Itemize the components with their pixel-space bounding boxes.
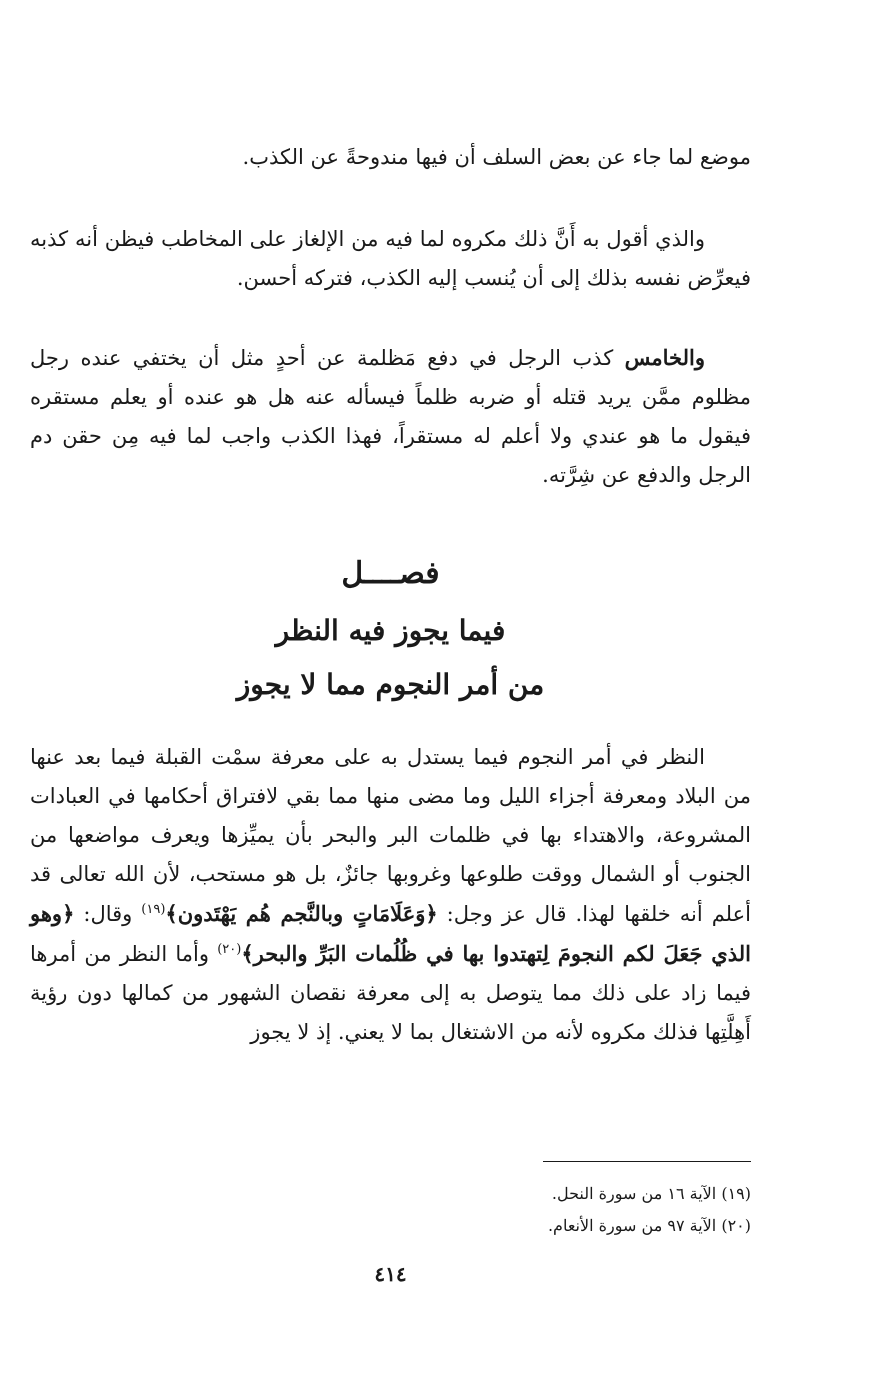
page-number: ٤١٤	[374, 1262, 407, 1286]
paragraph-4	[30, 738, 751, 1052]
footnote-20: (٢٠) الآية ٩٧ من سورة الأنعام.	[547, 1216, 751, 1235]
footnote-separator	[543, 1161, 751, 1162]
paragraph-3	[30, 338, 751, 495]
quran-quote-2: ﴿وهو الذي جَعَلَ لكم النجومَ لِتهتدوا بها في ظُلُمات البَرِّ والبحر﴾	[30, 901, 751, 966]
paragraph-2	[30, 220, 751, 298]
paragraph-4-text-b: وقال:	[74, 902, 142, 926]
paragraph-3-text: كذب الرجل في دفع مَظلمة عن أحدٍ مثل أن يختفي عنده رجل مظلوم ممَّن يريد قتله أو ضربه ظلماً فيسأله عنه هل هو عنده أو يعلم مستقره فيقول ما هو عندي ولا أعلم له مستقراً، فهذا الكذب واجب لما فيه مِن حقن دم الرجل والدفع عن شِرَّته.	[30, 346, 751, 487]
paragraph-1	[30, 138, 751, 177]
paragraph-3-lead: والخامس	[624, 345, 705, 370]
quran-quote-1: ﴿وَعَلَامَاتٍ وبالنَّجم هُم يَهْتَدون﴾	[165, 901, 438, 926]
footnote-ref-20: (٢٠)	[217, 942, 242, 957]
section-title-line-2: من أمر النجوم مما لا يجوز	[236, 668, 545, 701]
section-label: فصــــل	[341, 556, 440, 591]
footnote-ref-19: (١٩)	[141, 902, 166, 917]
paragraph-2-text: والذي أقول به أَنَّ ذلك مكروه لما فيه من الإلغاز على المخاطب فيظن أنه كذبه فيعرِّض نفسه بذلك إلى أن يُنسب إليه الكذب، فتركه أحسن.	[30, 227, 751, 290]
footnote-19: (١٩) الآية ١٦ من سورة النحل.	[551, 1184, 751, 1203]
book-page	[30, 0, 751, 1393]
section-title-line-1: فيما يجوز فيه النظر	[275, 614, 506, 647]
paragraph-1-text: موضع لما جاء عن بعض السلف أن فيها مندوحةً عن الكذب.	[242, 145, 751, 169]
paragraph-4-text-c: وأما النظر من أمرها فيما زاد على ذلك مما يتوصل به إلى معرفة نقصان الشهور من كمالها دون رؤية أَهِلَّتِها فذلك مكروه لأنه من الاشتغال بما لا يعني. إذ لا يجوز	[30, 942, 751, 1044]
paragraph-4-text-a: النظر في أمر النجوم فيما يستدل به على معرفة سمْت القبلة فيما بعد عنها من البلاد ومعرفة أجزاء الليل وما مضى منها مما بقي لافتراق أحكامها في العبادات المشروعة، والاهتداء بها في ظلمات البر والبحر بأن يميِّزها ويعرف مواضعها من الجنوب أو الشمال ووقت طلوعها وغروبها جائزٌ، بل هو مستحب، لأن الله تعالى قد أعلم أنه خلقها لهذا. قال عز وجل:	[30, 745, 752, 926]
